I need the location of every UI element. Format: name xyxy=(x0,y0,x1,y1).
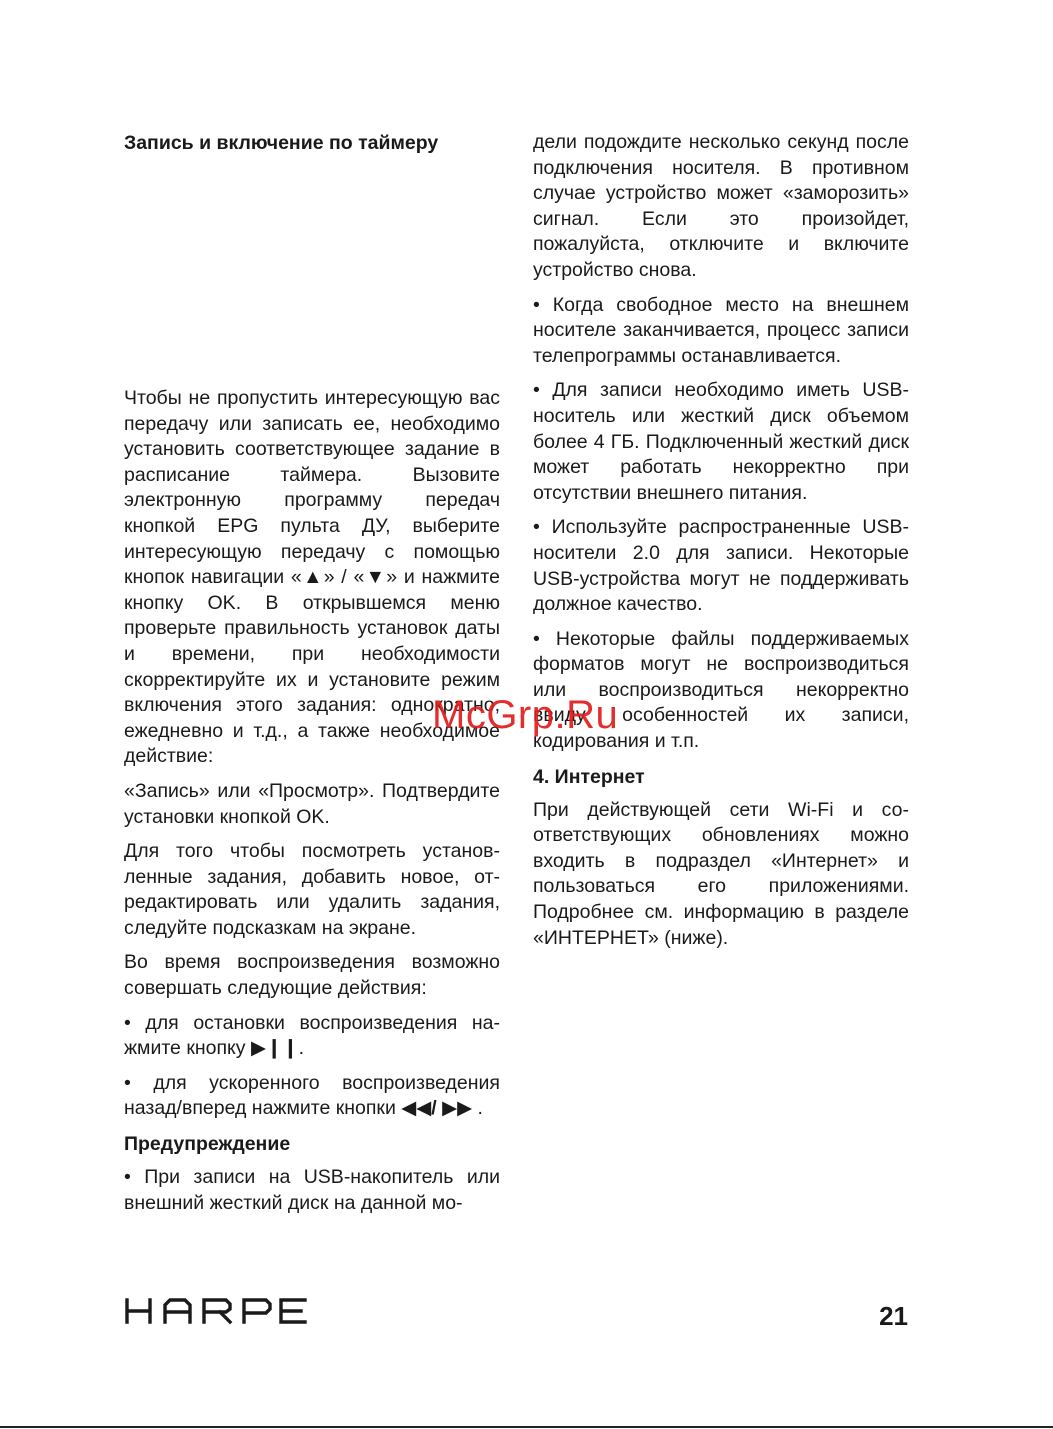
stop-playback-text: • для остановки воспроизведения нажмите кнопку xyxy=(124,1011,500,1060)
punctuation: . xyxy=(472,1097,483,1120)
section-title-timer: Запись и включение по таймеру xyxy=(124,132,439,154)
section-title-internet: 4. Интернет xyxy=(533,765,645,788)
page-number: 21 xyxy=(879,1301,908,1331)
harper-logo xyxy=(124,1296,324,1326)
paragraph-stop-playback xyxy=(124,1011,500,1062)
watermark-text: McGrp.Ru xyxy=(432,693,619,737)
left-column xyxy=(124,130,500,1225)
right-column xyxy=(533,130,909,960)
logo-letter-a xyxy=(165,1300,190,1322)
paragraph-usb-requirement: • Для записи необходимо иметь USB-носитель или жесткий диск объемом более 4 ГБ. Подключенный жесткий диск может работать некорректно при отсутствии внешнего питания. xyxy=(533,379,909,504)
paragraph-warning-start: • При записи на USB-накопитель или внешний жесткий диск на данной мо- xyxy=(124,1166,500,1214)
page-edge-rule xyxy=(0,1426,1053,1428)
play-pause-icon: ▶❙❙ xyxy=(250,1037,299,1060)
section-title-warning: Предупреждение xyxy=(124,1133,291,1156)
paragraph-timer-intro: Чтобы не пропустить интересующую вас передачу или записать ее, необходимо установить соответствующее задание в расписание таймера. Вызовите электронную программу передач кнопкой EPG пульта ДУ, выберите интересующую передачу с помощью кнопок навигации «▲» / «▼» и нажмите кнопку OK. В открывшемся меню проверьте правильность установок даты и времени, при необходимости скорректируйте их и установите режим включения этого задания: однократно, ежедневно и т.д., а также необходимое действие: xyxy=(124,387,500,768)
logo-letter-p xyxy=(244,1300,270,1322)
punctuation: . xyxy=(298,1037,305,1060)
fast-playback-text: • для ускоренного воспроизведения назад/вперед нажмите кнопки xyxy=(124,1071,500,1120)
paragraph-free-space: • Когда свободное место на внешнем носителе заканчивается, процесс записи телепрограммы останавливается. xyxy=(533,293,909,367)
paragraph-playback-actions: Во время воспроизведения возможно совершать следующие действия: xyxy=(124,951,500,1000)
logo-letter-h xyxy=(127,1300,150,1322)
paragraph-view-tasks: Для того чтобы посмотреть установленные задания, добавить новое, отредактировать или удалить задания, следуйте подсказкам на экране. xyxy=(124,840,500,939)
blank-space xyxy=(124,156,500,386)
paragraph-internet: При действующей сети Wi-Fi и соответствующих обновлениях можно входить в подраздел «Интернет» и пользоваться его приложениями. Подробнее см. информацию в разделе «ИНТЕРНЕТ» (ниже). xyxy=(533,798,909,949)
paragraph-file-formats: • Некоторые файлы поддерживаемых форматов могут не воспроизводиться или воспроизводиться некорректно ввиду особенностей их записи, кодирования и т.п. xyxy=(533,627,909,753)
paragraph-confirm: «Запись» или «Просмотр». Подтвердите установки кнопкой OK. xyxy=(124,779,500,828)
paragraph-usb-recommendation: • Используйте распространенные USB-носители 2.0 для записи. Некоторые USB-устройства могут не поддерживать должное качество. xyxy=(533,516,909,616)
rewind-forward-icon: ◀◀/ ▶▶ xyxy=(401,1097,473,1120)
paragraph-fast-playback xyxy=(124,1071,500,1122)
paragraph-warning-continued: дели подождите несколько секунд после подключения носителя. В противном случае устройство может «заморозить» сигнал. Если это произойдет, пожалуйста, отключите и включите устройство снова. xyxy=(533,131,909,281)
logo-letter-r xyxy=(204,1300,230,1322)
